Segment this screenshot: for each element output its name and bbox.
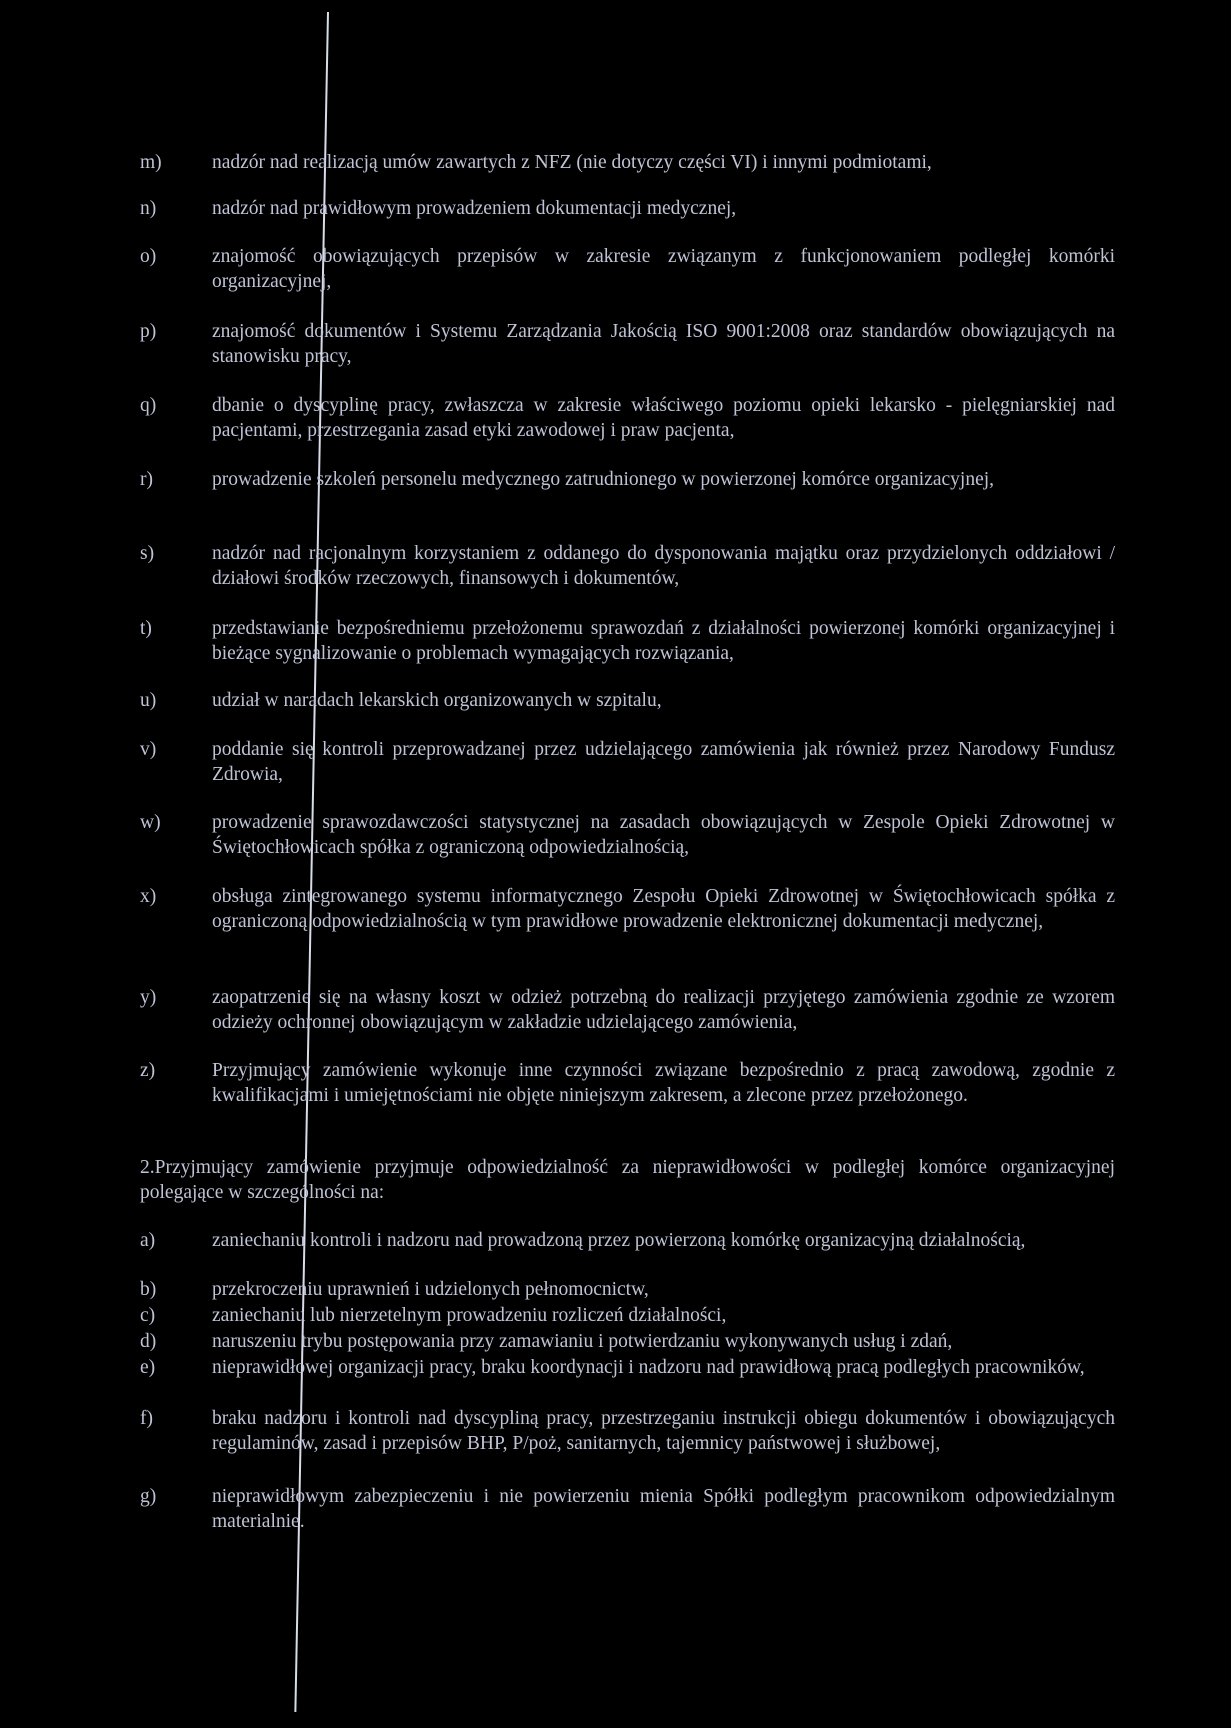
item-text: nadzór nad prawidłowym prowadzeniem dokumentacji medycznej, (212, 198, 737, 219)
item-text: naruszeniu trybu postępowania przy zamawianiu i potwierdzaniu wykonywanych usług i zdań, (212, 1331, 953, 1352)
item-text: prowadzenie sprawozdawczości statystycznej na zasadach obowiązujących w Zespole Opieki Zdrowotnej w Świętochłowicach spółka z ograniczoną odpowiedzialnością, (212, 812, 1115, 858)
item-text: udział w naradach lekarskich organizowanych w szpitalu, (212, 690, 662, 711)
item-text: Przyjmujący zamówienie wykonuje inne czynności związane bezpośrednio z pracą zawodową, zgodnie z kwalifikacjami i umiejętnościami nie objęte niniejszym zakresem, a zlecone przez przełożonego. (212, 1060, 1115, 1106)
list-item-n (140, 196, 1115, 221)
item-label: g) (140, 1486, 157, 1507)
sub-item-f (140, 1406, 1115, 1456)
list-item-q (140, 393, 1115, 443)
list-item-p (140, 319, 1115, 369)
item-text: znajomość dokumentów i Systemu Zarządzania Jakością ISO 9001:2008 oraz standardów obowiązujących na stanowisku pracy, (212, 321, 1115, 367)
item-text: braku nadzoru i kontroli nad dyscypliną pracy, przestrzeganiu instrukcji obiegu dokumentów i obowiązujących regulaminów, zasad i przepisów BHP, P/poż, sanitarnych, tajemnicy państwowej i służbowej, (212, 1408, 1115, 1454)
item-text: prowadzenie szkoleń personelu medycznego zatrudnionego w powierzonej komórce organizacyjnej, (212, 469, 995, 490)
item-label: z) (140, 1060, 156, 1081)
item-label: y) (140, 987, 157, 1008)
item-label: p) (140, 321, 157, 342)
sub-item-d (140, 1329, 1115, 1354)
item-label: a) (140, 1230, 156, 1251)
list-item-r (140, 467, 1115, 492)
list-item-w (140, 810, 1115, 860)
list-item-z (140, 1058, 1115, 1108)
item-label: q) (140, 395, 157, 416)
sub-item-e (140, 1355, 1115, 1380)
list-item-x (140, 884, 1115, 934)
item-text: nadzór nad racjonalnym korzystaniem z oddanego do dysponowania majątku oraz przydzielonych oddziałowi / działowi środków rzeczowych, finansowych i dokumentów, (212, 543, 1115, 589)
list-item-y (140, 985, 1115, 1035)
item-text: obsługa zintegrowanego systemu informatycznego Zespołu Opieki Zdrowotnej w Świętochłowicach spółka z ograniczoną odpowiedzialnością w tym prawidłowe prowadzenie elektronicznej dokumentacji medycznej, (212, 886, 1115, 932)
list-item-u (140, 688, 1115, 713)
item-label: r) (140, 469, 153, 490)
item-text: zaopatrzenie się na własny koszt w odzież potrzebną do realizacji przyjętego zamówienia zgodnie ze wzorem odzieży ochronnej obowiązującym w zakładzie udzielającego zamówienia, (212, 987, 1115, 1033)
item-label: d) (140, 1331, 157, 1352)
list-item-v (140, 737, 1115, 787)
item-text: poddanie się kontroli przeprowadzanej przez udzielającego zamówienia jak również przez Narodowy Fundusz Zdrowia, (212, 739, 1115, 785)
item-label: m) (140, 152, 162, 173)
item-label: u) (140, 690, 157, 711)
item-text: nieprawidłowej organizacji pracy, braku koordynacji i nadzoru nad prawidłową pracą podległych pracowników, (212, 1357, 1085, 1378)
item-label: f) (140, 1408, 153, 1429)
item-label: c) (140, 1305, 156, 1326)
item-label: v) (140, 739, 157, 760)
list-item-t (140, 616, 1115, 666)
list-item-m (140, 150, 1115, 175)
sub-item-c (140, 1303, 1115, 1328)
item-text: nieprawidłowym zabezpieczeniu i nie powierzeniu mienia Spółki podległym pracownikom odpowiedzialnym materialnie. (212, 1486, 1115, 1532)
item-label: b) (140, 1279, 157, 1300)
item-text: znajomość obowiązujących przepisów w zakresie związanym z funkcjonowaniem podległej komórki organizacyjnej, (212, 246, 1115, 292)
item-text: przekroczeniu uprawnień i udzielonych pełnomocnictw, (212, 1279, 649, 1300)
sub-item-g (140, 1484, 1115, 1534)
item-text: dbanie o dyscyplinę pracy, zwłaszcza w zakresie właściwego poziomu opieki lekarsko - pielęgniarskiej nad pacjentami, przestrzegania zasad etyki zawodowej i praw pacjenta, (212, 395, 1115, 441)
list-item-s (140, 541, 1115, 591)
sub-item-a (140, 1228, 1115, 1253)
item-text: zaniechaniu kontroli i nadzoru nad prowadzoną przez powierzoną komórkę organizacyjną działalnością, (212, 1230, 1026, 1251)
item-label: s) (140, 543, 155, 564)
list-item-o (140, 244, 1115, 294)
item-text: nadzór nad realizacją umów zawartych z NFZ (nie dotyczy części VI) i innymi podmiotami, (212, 152, 932, 173)
item-label: w) (140, 812, 161, 833)
item-label: t) (140, 618, 152, 639)
paragraph-2: 2.Przyjmujący zamówienie przyjmuje odpowiedzialność za nieprawidłowości w podległej komórce organizacyjnej polegające w szczególności na: (140, 1157, 1115, 1203)
item-label: n) (140, 198, 157, 219)
sub-item-b (140, 1277, 1115, 1302)
item-label: o) (140, 246, 157, 267)
item-text: przedstawianie bezpośredniemu przełożonemu sprawozdań z działalności powierzonej komórki organizacyjnej i bieżące sygnalizowanie o problemach wymagających rozwiązania, (212, 618, 1115, 664)
item-label: e) (140, 1357, 156, 1378)
item-label: x) (140, 886, 157, 907)
item-text: zaniechaniu lub nierzetelnym prowadzeniu rozliczeń działalności, (212, 1305, 727, 1326)
